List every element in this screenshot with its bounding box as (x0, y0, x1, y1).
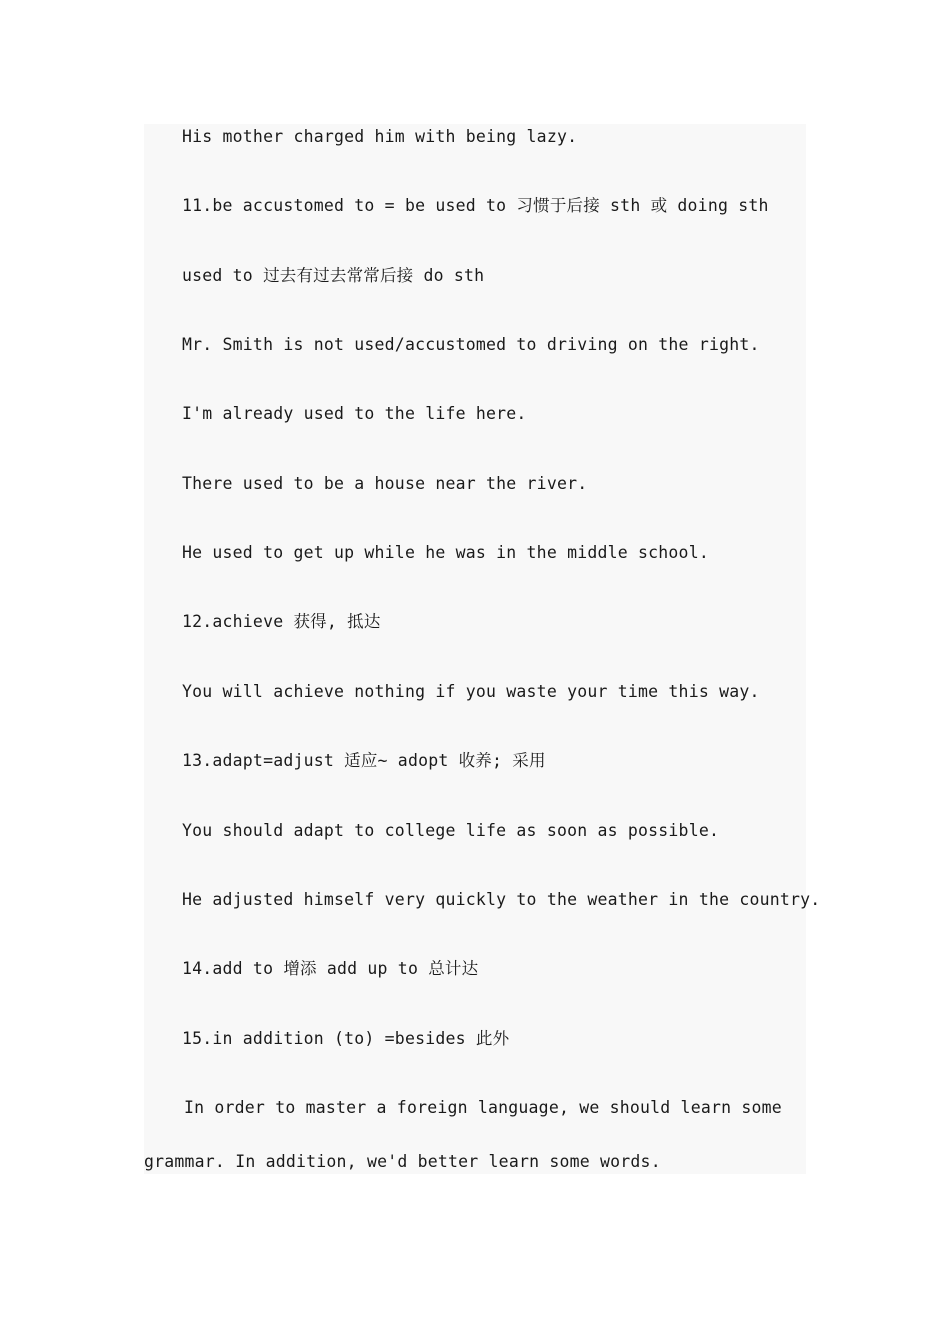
text-line: There used to be a house near the river. (182, 474, 588, 493)
text-line: He used to get up while he was in the middle school. (182, 543, 709, 562)
text-line: 11.be accustomed to = be used to 习惯于后接 sth 或 doing sth (182, 196, 769, 215)
text-line: used to 过去有过去常常后接 do sth (182, 266, 485, 285)
text-line: He adjusted himself very quickly to the weather in the country. (182, 890, 821, 909)
text-line: His mother charged him with being lazy. (182, 127, 578, 146)
text-line: 14.add to 增添 add up to 总计达 (182, 959, 479, 978)
text-line: You should adapt to college life as soon as possible. (182, 821, 720, 840)
text-line: 12.achieve 获得, 抵达 (182, 612, 381, 631)
text-line: Mr. Smith is not used/accustomed to driving on the right. (182, 335, 760, 354)
text-line: 15.in addition (to) =besides 此外 (182, 1029, 510, 1048)
text-line: 13.adapt=adjust 适应~ adopt 收养; 采用 (182, 751, 546, 770)
text-line: You will achieve nothing if you waste your time this way. (182, 682, 760, 701)
text-line: In order to master a foreign language, we should learn some (184, 1098, 782, 1117)
text-line: I'm already used to the life here. (182, 404, 527, 423)
text-line: grammar. In addition, we'd better learn some words. (144, 1152, 661, 1171)
